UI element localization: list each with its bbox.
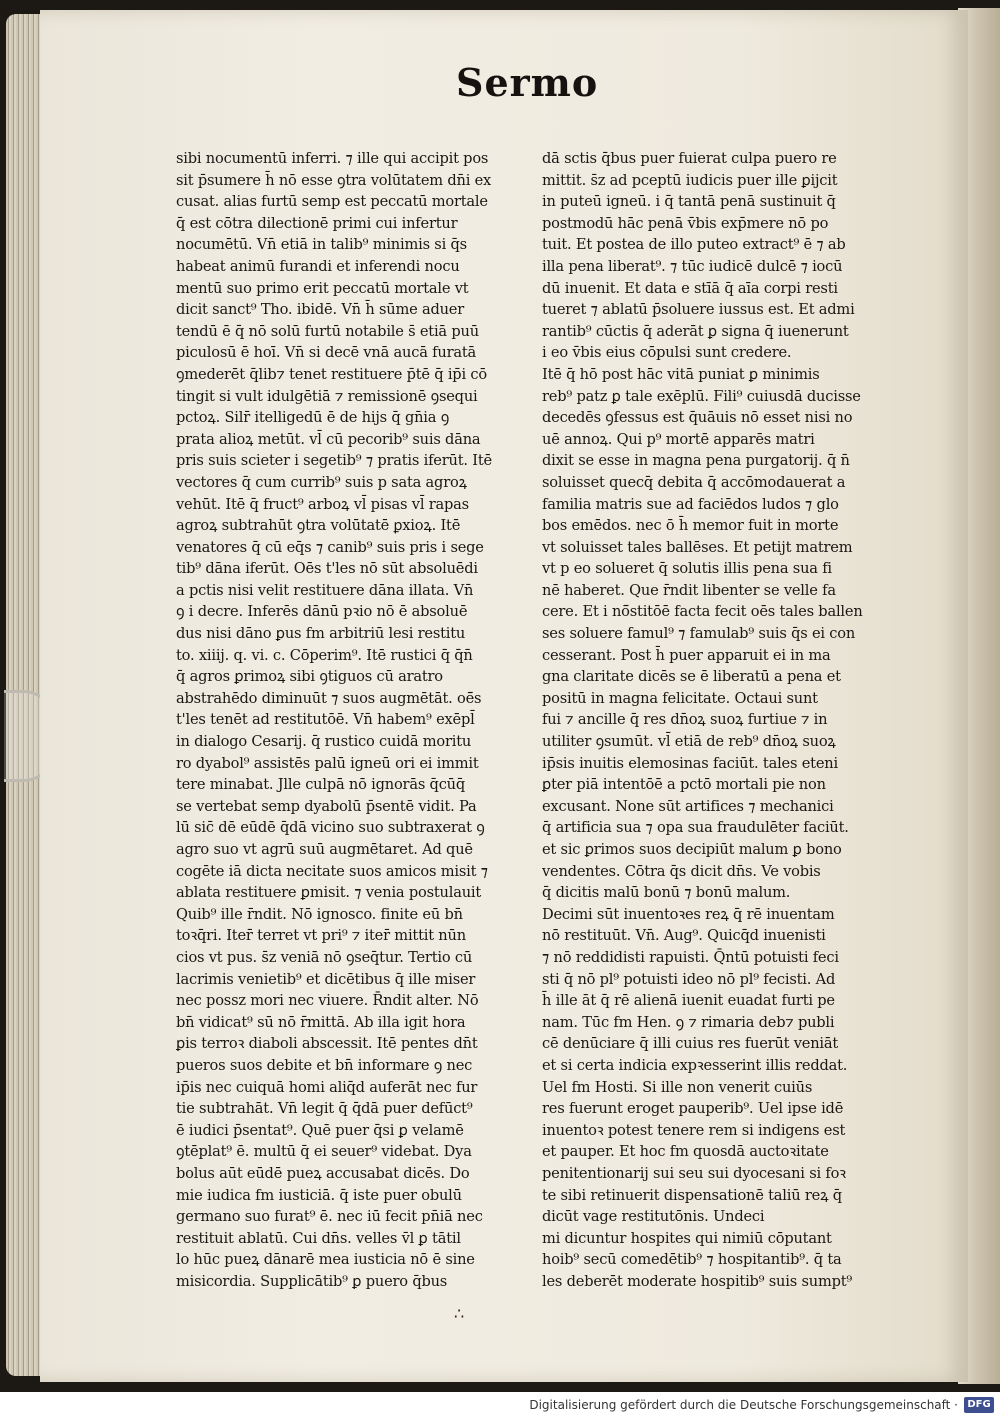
text-line: tere minabat. Jlle culpā nō ignorās q̄cūq̄ (176, 776, 466, 794)
text-line: sit p̄sumere h̄ nō esse ꝯtra volūtatem dn̄i ex (176, 171, 492, 189)
text-line: gna claritate dicēs se ē liberatū a pena et (542, 668, 841, 686)
text-line: misicordia. Supplicātib⁹ ꝑ puero q̄bus (176, 1272, 448, 1290)
text-line: pctoꝝ. Silr̄ itelligedū ē de hijs q̄ gn̄ia ꝯ (176, 409, 450, 427)
text-line: ro dyabol⁹ assistēs palū igneū ori ei immit (176, 754, 479, 772)
text-line: pueros suos debite et bn̄ informare ꝯ nec (176, 1056, 473, 1074)
text-line: bolus aūt eūdē pueꝝ accusabat dicēs. Do (176, 1164, 470, 1182)
text-line: bn̄ vidicat⁹ sū nō r̄mittā. Ab illa igit hora (176, 1013, 466, 1031)
funding-credit: Digitalisierung gefördert durch die Deutsche Forschungsgemeinschaft · (529, 1398, 958, 1412)
digitization-footer (0, 1392, 1000, 1419)
book-page (40, 10, 968, 1382)
text-line: rantib⁹ cūctis q̄ aderāt ꝑ signa q̄ iuenerunt (542, 322, 849, 340)
dfg-logo: DFG (964, 1397, 994, 1413)
text-line: decedēs ꝯfessus est q̄uāuis nō esset nisi no (542, 409, 853, 427)
text-line: q̄ artificia sua ⁊ opa sua fraudulēter faciūt. (542, 819, 849, 837)
text-line: illa pena liberat⁹. ⁊ tūc iudicē dulcē ⁊ iocū (542, 257, 843, 275)
text-line: t'les tenēt ad restitutōē. Vn̄ habem⁹ exēpl̄ (176, 711, 475, 729)
text-line: piculosū ē hoī. Vn̄ si decē vnā aucā furatā (176, 344, 477, 362)
text-line: agroꝝ subtrahūt ꝯtra volūtatē ꝑxioꝝ. Itē (176, 517, 461, 535)
text-line: fui ⁊ ancille q̄ res dn̄oꝝ suoꝝ furtiue ⁊ in (542, 711, 828, 729)
text-line: prata alioꝝ metūt. vl̄ cū pecorib⁹ suis dāna (176, 430, 481, 448)
text-line: inuentoꝛ potest tenere rem si indigens est (542, 1121, 846, 1139)
text-line: mie iudica fm iusticiā. q̄ iste puer obulū (176, 1186, 462, 1204)
text-line: nocumētū. Vn̄ etiā in talib⁹ minimis si q̄s (176, 236, 467, 254)
text-line: cē denūciare q̄ illi cuius res fuerūt veniāt (542, 1035, 839, 1053)
text-line: res fuerunt eroget pauperib⁹. Uel ipse idē (542, 1100, 844, 1118)
text-line: tuit. Et postea de illo puteo extract⁹ ē ⁊ ab (542, 236, 846, 254)
text-line: soluisset quecq̄ debita q̄ accōmodauerat a (542, 473, 846, 491)
text-line: ꝑter piā intentōē a pctō mortali pie non (542, 776, 826, 794)
text-line: vt soluisset tales ballēses. Et petijt matrem (542, 538, 853, 556)
text-line: lo hūc pueꝝ dānarē mea iusticia nō ē sine (176, 1251, 475, 1269)
text-line: Itē q̄ hō post hāc vitā puniat ꝑ minimis (542, 365, 820, 383)
text-line: restituit ablatū. Cui dn̄s. velles v̄l ꝑ tātil (176, 1229, 461, 1247)
text-line: tie subtrahāt. Vn̄ legit q̄ q̄dā puer defūct⁹ (176, 1100, 473, 1118)
text-line: vendentes. Cōtra q̄s dicit dn̄s. Ve vobis (542, 862, 821, 880)
text-line: lū sic̄ dē eūdē q̄dā vicino suo subtraxerat ꝯ (176, 819, 485, 837)
text-line: Quib⁹ ille r̄ndit. Nō ignosco. finite eū bn̄ (176, 905, 463, 923)
text-line: sti q̄ nō pl⁹ potuisti ideo nō pl⁹ fecisti. Ad (542, 970, 836, 988)
text-line: reb⁹ patz ꝑ tale exēplū. Fili⁹ cuiusdā ducisse (542, 387, 861, 405)
text-line: tueret ⁊ ablatū p̄soluere iussus est. Et admi (542, 301, 855, 319)
text-line: pris suis scieter i segetib⁹ ⁊ pratis iferūt. Itē (176, 452, 492, 470)
text-line: i eo v̄bis eius cōpulsi sunt credere. (542, 344, 792, 362)
text-line: dixit se esse in magna pena purgatorij. q̄ n̄ (542, 452, 850, 470)
text-line: nec possz mori nec viuere. R̄ndit alter. Nō (176, 992, 479, 1010)
text-line: cusat. alias furtū semp est peccatū mortale (176, 193, 488, 211)
text-line: les deberēt moderate hospitib⁹ suis sumpt⁹ (542, 1272, 853, 1290)
text-line: tendū ē q̄ nō solū furtū notabile s̄ etiā puū (176, 322, 479, 340)
text-line: vt p eo solueret q̄ solutis illis pena sua fi (542, 560, 832, 578)
text-line: mi dicuntur hospites qui nimiū cōputant (542, 1229, 832, 1247)
text-line: ꝯ i decre. Inferēs dānū pꝛio nō ē absoluē (176, 603, 468, 621)
text-line: ip̄sis inuitis elemosinas faciūt. tales eteni (542, 754, 838, 772)
text-line: penitentionarij sui seu sui dyocesani si foꝛ (542, 1164, 846, 1182)
text-line: excusant. None sūt artifices ⁊ mechanici (542, 797, 834, 815)
text-line: Decimi sūt inuentoꝛes reꝝ q̄ rē inuentam (542, 905, 835, 923)
text-line: postmodū hāc penā v̄bis exp̄mere nō po (542, 214, 829, 232)
text-line: abstrahēdo diminuūt ⁊ suos augmētāt. oē̄s (176, 689, 482, 707)
text-line: dicūt vage restitutōnis. Undeci (542, 1208, 765, 1226)
text-line: q̄ est cōtra dilectionē primi cui infertur (176, 214, 458, 232)
text-line: Uel fm Hosti. Si ille non venerit cuiūs (542, 1078, 813, 1096)
text-line: habeat animū furandi et inferendi nocu (176, 257, 460, 275)
text-line: et si certa indicia expꝛesserint illis reddat. (542, 1056, 848, 1074)
text-line: toꝛq̄ri. Iter̄ terret vt pri⁹ ⁊ iter̄ mittit nūn (176, 927, 466, 945)
text-line: bos emēdos. nec ō h̄ memor fuit in morte (542, 517, 839, 535)
text-line: positū in magna felicitate. Octaui sunt (542, 689, 818, 707)
text-line: vehūt. Itē q̄ fruct⁹ arboꝝ vl̄ pisas vl̄ rapas (176, 495, 469, 513)
text-line: ꝯtēplat⁹ ē. multū q̄ ei seuer⁹ videbat. Dya (176, 1143, 472, 1161)
text-line: cesserant. Post h̄ puer apparuit ei in ma (542, 646, 831, 664)
running-head: Sermo (456, 60, 599, 105)
text-line: ses soluere famul⁹ ⁊ famulab⁹ suis q̄s ei con (542, 625, 856, 643)
text-line: to. xiiij. q. vi. c. Cōperim⁹. Itē rustici q̄ q̄n̄ (176, 646, 473, 664)
text-line: nē haberet. Que r̄ndit libenter se velle fa (542, 581, 836, 599)
text-line: ablata restituere ꝑmisit. ⁊ venia postulauit (176, 884, 482, 902)
text-line: in dialogo Cesarij. q̄ rustico cuidā moritu (176, 733, 472, 751)
text-line: mentū suo primo erit peccatū mortale vt (176, 279, 469, 297)
text-line: ꝯmederēt q̄lib⁊ tenet restituere p̄tē q̄ ip̄i cō (176, 365, 487, 383)
text-line: dā sctis q̄bus puer fuierat culpa puero re (542, 150, 837, 167)
text-line: cogēte iā dicta necitate suos amicos misit ⁊ (176, 862, 488, 880)
text-line: germano suo furat⁹ ē. nec iū fecit pn̄iā nec (176, 1208, 483, 1226)
text-line: ē iudici p̄sentat⁹. Quē puer q̄si ꝑ velamē (176, 1121, 464, 1139)
text-line: utiliter ꝯsumūt. vl̄ etiā de reb⁹ dn̄oꝝ suoꝝ (542, 733, 836, 751)
text-line: ꝑis terroꝛ diaboli abscessit. Itē pentes dn̄t (176, 1035, 478, 1053)
text-line: et sic ꝑrimos suos decipiūt malum ꝑ bono (542, 841, 842, 858)
text-line: dicit sanct⁹ Tho. ibidē. Vn̄ h̄ sūme aduer (176, 301, 465, 319)
text-line: sibi nocumentū inferri. ⁊ ille qui accipit pos (176, 150, 489, 167)
text-line: a pctis nisi velit restituere dāna illata. Vn̄ (176, 581, 474, 599)
text-line: nam. Tūc fm Hen. ꝯ ⁊ rimaria deb⁊ publi (542, 1013, 835, 1031)
text-line: nō restituūt. Vn̄. Aug⁹. Quicq̄d inuenisti (542, 927, 826, 945)
text-line: q̄ agros ꝑrimoꝝ sibi ꝯtiguos cū aratro (176, 668, 443, 686)
text-column-right (542, 148, 926, 1292)
text-line: uē annoꝝ. Qui p⁹ mortē apparēs matri (542, 430, 815, 448)
text-line: agro suo vt agrū suū augmētaret. Ad quē (176, 841, 473, 858)
text-line: lacrimis venietib⁹ et dicētibus q̄ ille miser (176, 970, 476, 988)
signature-mark: ∴ (454, 1304, 465, 1323)
text-line: dū inuenit. Et data e stīā q̄ aīa corpi resti (542, 279, 838, 297)
text-line: vectores q̄ cum currib⁹ suis p sata agroꝝ (176, 473, 467, 491)
text-line: dus nisi dāno ꝑus fm arbitriū lesi restitu (176, 625, 466, 643)
text-line: h̄ ille āt q̄ rē alienā iuenit euadat furti pe (542, 992, 835, 1010)
text-line: venatores q̄ cū eq̄s ⁊ canib⁹ suis pris i sege (176, 538, 484, 556)
text-line: q̄ dicitis malū bonū ⁊ bonū malum. (542, 884, 791, 902)
text-line: et pauper. Et hoc fm quosdā auctoꝛitate (542, 1143, 829, 1161)
text-line: familia matris sue ad faciēdos ludos ⁊ glo (542, 495, 839, 513)
text-line: in puteū igneū. i q̄ tantā penā sustinuit q̄ (542, 193, 836, 211)
text-line: mittit. s̄z ad pceptū iudicis puer ille ꝑijcit (542, 171, 838, 189)
text-line: se vertebat semp dyabolū p̄sentē vidit. Pa (176, 797, 477, 815)
text-line: hoib⁹ secū comedētib⁹ ⁊ hospitantib⁹. q̄ ta (542, 1251, 842, 1269)
text-column-left (176, 148, 552, 1292)
text-line: tib⁹ dāna iferūt. Oēs t'les nō sūt absoluēdi (176, 560, 478, 578)
text-line: tingit si vult idulgētiā ⁊ remissionē ꝯsequi (176, 387, 478, 405)
text-line: te sibi retinuerit dispensationē taliū reꝝ q̄ (542, 1186, 842, 1204)
text-line: ⁊ nō reddidisti rapuisti. Q̄ntū potuisti feci (542, 948, 839, 966)
text-line: cios vt pus. s̄z veniā nō ꝯseq̄tur. Tertio cū (176, 948, 473, 966)
text-line: ip̄is nec cuiquā homi aliq̄d auferāt nec fur (176, 1078, 478, 1096)
text-line: cere. Et i nō̄stitōē facta fecit oēs tales ballen (542, 603, 863, 621)
